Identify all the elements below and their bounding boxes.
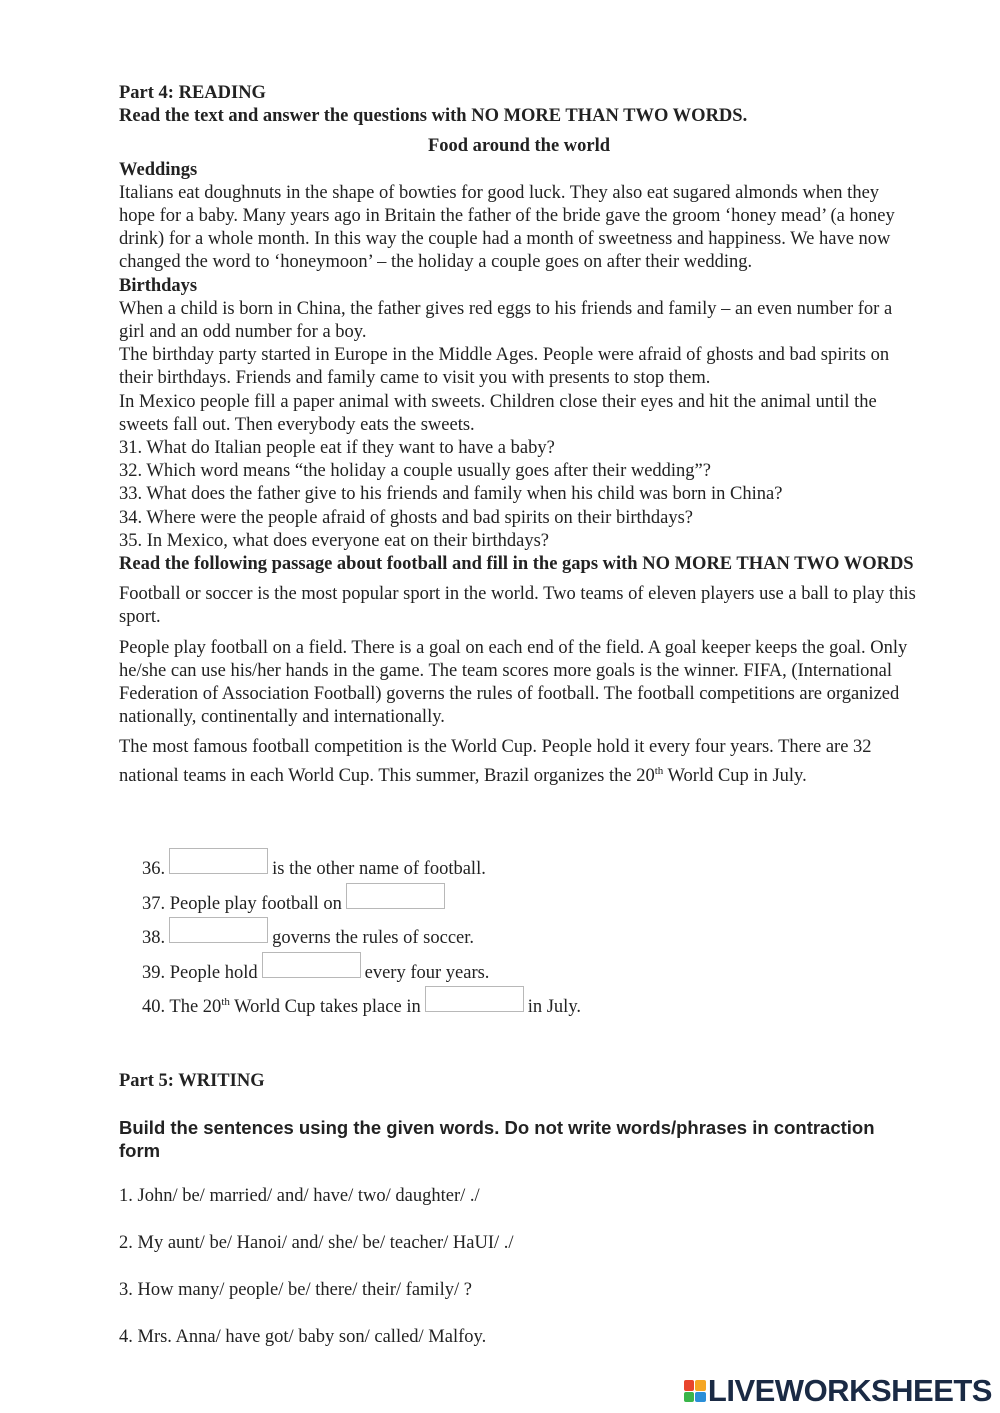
logo-mark-icon	[684, 1380, 706, 1402]
ordinal-suffix: th	[654, 764, 664, 777]
birthdays-paragraph-2: The birthday party started in Europe in the Middle Ages. People were afraid of ghosts and bad spirits on their birthdays. Friends and family came to visit you with presents to stop them.	[119, 345, 890, 389]
sentence-3: 3. How many/ people/ be/ there/ their/ family/ ?	[119, 1280, 472, 1301]
sentence-1: 1. John/ be/ married/ and/ have/ two/ daughter/ ./	[119, 1186, 480, 1207]
gap-39-text: 39. People hold	[142, 962, 258, 983]
sentence-2: 2. My aunt/ be/ Hanoi/ and/ she/ be/ teacher/ HaUI/ ./	[119, 1233, 514, 1254]
question-34: 34. Where were the people afraid of ghosts and bad spirits on their birthdays?	[119, 507, 694, 528]
football-paragraph-3	[119, 736, 919, 788]
weddings-text: Italians eat doughnuts in the shape of bowties for good luck. They also eat sugared almonds when they hope for a baby. Many years ago in Britain the father of the bride gave the groom ‘honey mead’ (a honey drink) for a whole month. In this way the couple had a month of sweetness and happiness. We have now changed the word to ‘honeymoon’ – the holiday a couple goes on after their wedding.	[119, 182, 895, 273]
gap-38-number: 38.	[142, 928, 166, 948]
weddings-heading: Weddings	[119, 159, 198, 180]
answer-box-38[interactable]	[169, 917, 268, 943]
gap-38-text: governs the rules of soccer.	[272, 928, 475, 948]
football-paragraph-2: People play football on a field. There is a goal on each end of the field. A goal keeper keeps the goal. Only he/she can use his/her hands in the game. The team scores more goals is the winner. FIFA, (International Federation of Association Football) governs the rules of football. The football competitions are organized nationally, continentally and internationally.	[119, 637, 908, 728]
football-p3-text: The most famous football competition is the World Cup. People hold it every four years. There are 32 national teams in each World Cup. This summer, Brazil organizes the 20	[119, 737, 872, 786]
football-paragraph-1: Football or soccer is the most popular sport in the world. Two teams of eleven players use a ball to play this sport.	[119, 584, 916, 628]
liveworksheets-logo[interactable]	[684, 1375, 992, 1407]
birthdays-paragraph-1: When a child is born in China, the father gives red eggs to his friends and family – an even number for a girl and an odd number for a boy.	[119, 298, 893, 343]
sentence-4: 4. Mrs. Anna/ have got/ baby son/ called/ Malfoy.	[119, 1327, 487, 1348]
question-32: 32. Which word means “the holiday a couple usually goes after their wedding”?	[119, 461, 711, 482]
answer-box-37[interactable]	[346, 883, 445, 909]
passage-title: Food around the world	[427, 136, 611, 157]
gap-item-37	[142, 883, 842, 918]
question-35: 35. In Mexico, what does everyone eat on their birthdays?	[119, 530, 549, 551]
gap-39-text-after: every four years.	[364, 962, 490, 983]
writing-section	[119, 1070, 919, 1349]
gap-36-text: is the other name of football.	[272, 859, 486, 879]
gap-40-text-mid: World Cup takes place in	[229, 997, 421, 1017]
part5-heading: Part 5: WRITING	[119, 1071, 265, 1091]
birthdays-paragraph-3: In Mexico people fill a paper animal with sweets. Children close their eyes and hit the animal until the sweets fall out. Then everybody eats the sweets.	[119, 391, 877, 435]
gap-item-38	[142, 917, 842, 952]
part5-instruction: Build the sentences using the given words. Do not write words/phrases in contraction form	[119, 1117, 875, 1162]
part4-heading: Part 4: READING	[119, 83, 266, 103]
part4-instruction: Read the text and answer the questions with NO MORE THAN TWO WORDS.	[119, 106, 748, 127]
football-p3-end: World Cup in July.	[663, 765, 807, 786]
gap-item-36	[142, 848, 842, 883]
gap-37-text: 37. People play football on	[142, 893, 342, 914]
answer-box-39[interactable]	[262, 952, 361, 978]
answer-box-36[interactable]	[169, 848, 268, 874]
gap-36-number: 36.	[142, 859, 166, 879]
gap-40-text-after: in July.	[527, 997, 581, 1017]
reading-section	[119, 82, 919, 788]
gap-item-39	[142, 952, 842, 987]
gap-fill-exercise	[142, 848, 842, 1021]
ordinal-suffix: th	[221, 995, 230, 1008]
gap-40-text: 40. The 20	[142, 997, 222, 1017]
logo-text: LIVEWORKSHEETS	[707, 1373, 992, 1408]
football-instruction: Read the following passage about football and fill in the gaps with NO MORE THAN TWO WORDS	[119, 554, 914, 575]
question-31: 31. What do Italian people eat if they want to have a baby?	[119, 438, 555, 459]
answer-box-40[interactable]	[425, 986, 524, 1012]
birthdays-heading: Birthdays	[119, 275, 198, 296]
question-33: 33. What does the father give to his friends and family when his child was born in China?	[119, 484, 783, 505]
gap-item-40	[142, 986, 842, 1021]
